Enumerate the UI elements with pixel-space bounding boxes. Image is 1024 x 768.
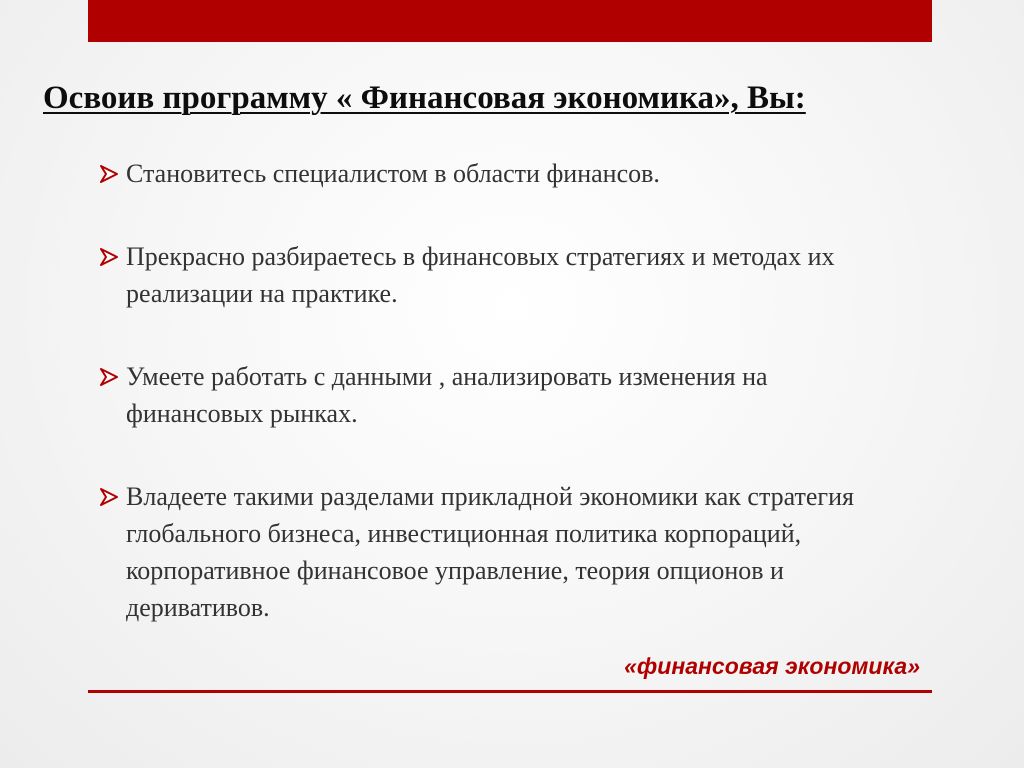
footer-brand: «финансовая экономика» [624,653,920,679]
bullet-item [98,155,908,192]
bullet-text: Умеете работать с данными , анализировать изменения на финансовых рынках. [126,362,768,428]
footer-divider [88,690,932,693]
bullet-text: Прекрасно разбираетесь в финансовых стратегиях и методах их реализации на практике. [126,242,835,308]
top-accent-bar [88,0,932,42]
slide-title: Освоив программу « Финансовая экономика», Вы: [43,80,806,116]
arrow-bullet-icon [98,367,120,387]
arrow-bullet-icon [98,164,120,184]
bullet-item [98,358,908,432]
arrow-bullet-icon [98,247,120,267]
bullet-item [98,478,908,626]
bullet-item [98,238,908,312]
bullet-list [98,155,908,626]
bullet-text: Становитесь специалистом в области финансов. [126,159,660,188]
bullet-text: Владеете такими разделами прикладной экономики как стратегия глобального бизнеса, инвестиционная политика корпораций, корпоративное финансовое управление, теория опционов и деривативов. [126,482,854,622]
arrow-bullet-icon [98,487,120,507]
